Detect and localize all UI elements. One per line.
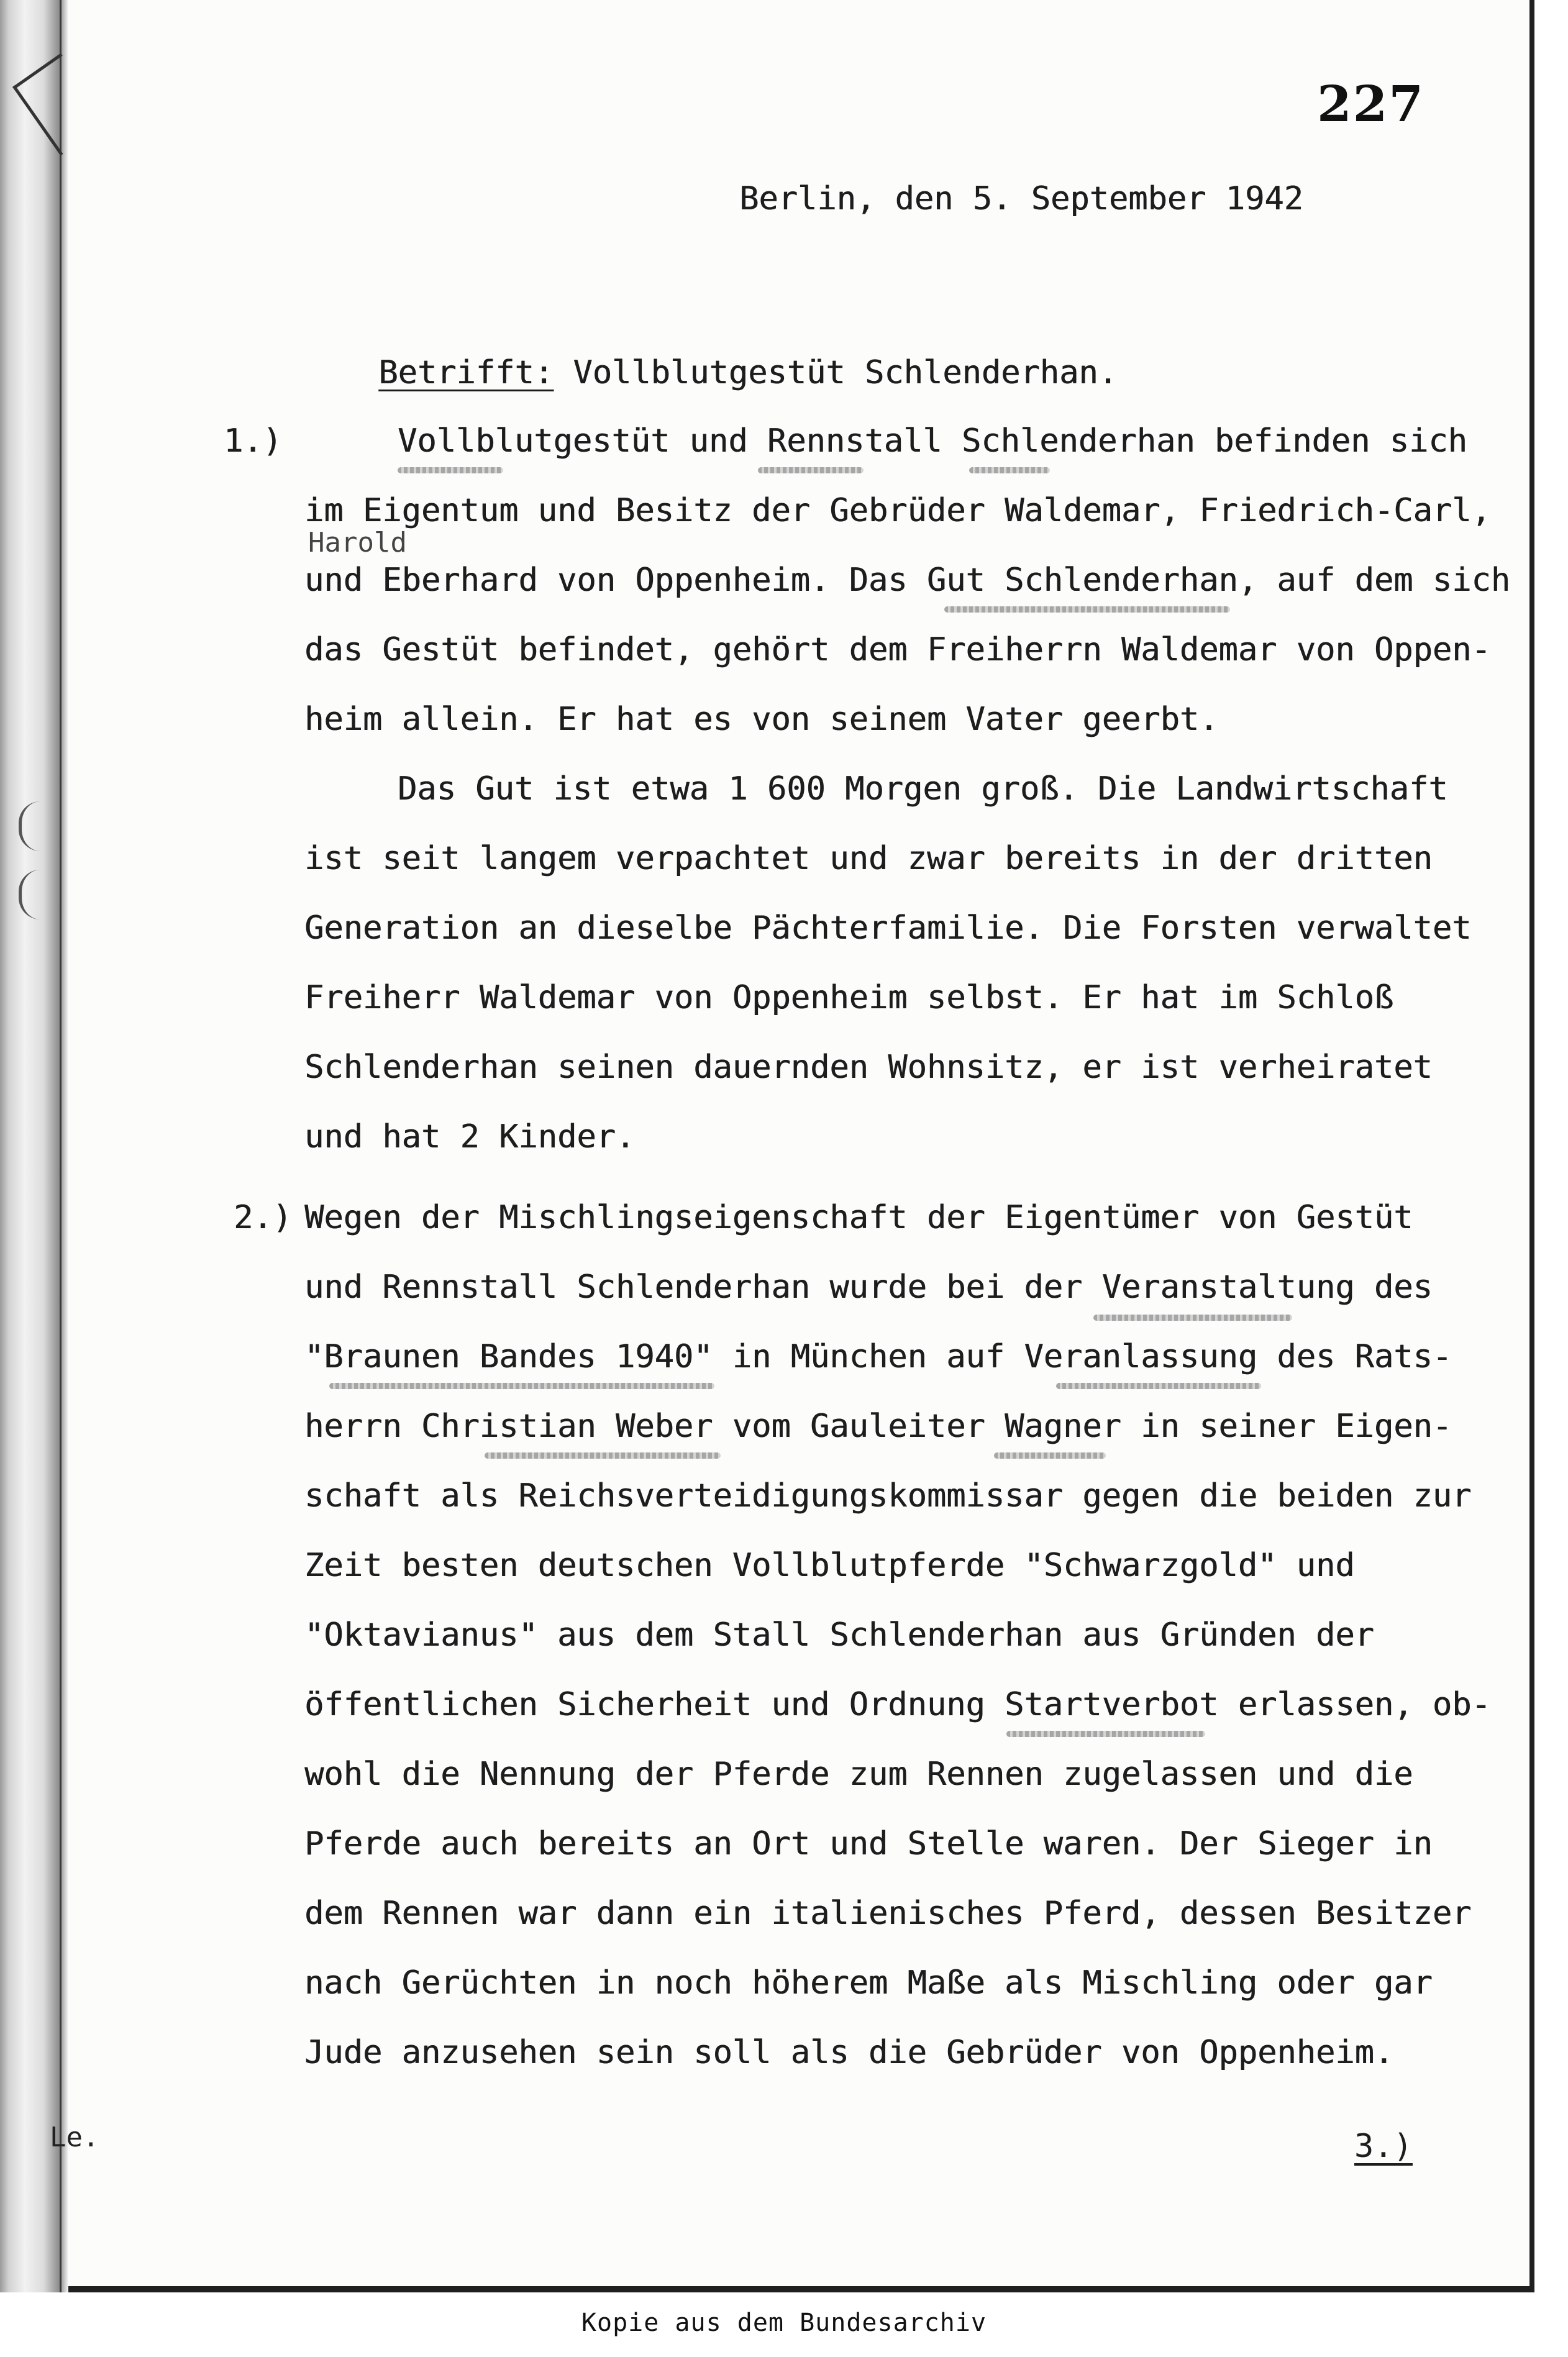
section-1-line: das Gestüt befindet, gehört dem Freiherrn Waldemar von Oppen-: [304, 631, 1491, 668]
section-2-line: öffentlichen Sicherheit und Ordnung Startverbot erlassen, ob-: [304, 1686, 1491, 1723]
section-1-line: ist seit langem verpachtet und zwar bereits in der dritten: [304, 840, 1433, 877]
section-2-line: "Braunen Bandes 1940" in München auf Veranlassung des Rats-: [304, 1338, 1452, 1375]
section-1-line: Schlenderhan seinen dauernden Wohnsitz, er ist verheiratet: [304, 1049, 1433, 1086]
binding-edge: [0, 0, 68, 2292]
pencil-underline: [485, 1452, 721, 1459]
section-2-line: Zeit besten deutschen Vollblutpferde "Schwarzgold" und: [304, 1547, 1355, 1584]
pencil-underline: [398, 467, 503, 473]
archive-footer: Kopie aus dem Bundesarchiv: [581, 2309, 987, 2337]
section-2-line: und Rennstall Schlenderhan wurde bei der Veranstaltung des: [304, 1269, 1433, 1306]
handwritten-insertion: Harold: [308, 527, 407, 558]
pencil-underline: [758, 467, 864, 473]
date-line: Berlin, den 5. September 1942: [739, 180, 1303, 217]
subject-label: Betrifft:: [378, 354, 554, 391]
pencil-underline: [994, 1452, 1106, 1459]
section-2-line: Pferde auch bereits an Ort und Stelle waren. Der Sieger in: [304, 1825, 1433, 1862]
section-2-line: Wegen der Mischlingseigenschaft der Eigentümer von Gestüt: [304, 1199, 1413, 1236]
section-1-line: heim allein. Er hat es von seinem Vater geerbt.: [304, 701, 1219, 738]
page-number: 227: [1317, 75, 1424, 133]
section-2-line: Jude anzusehen sein soll als die Gebrüder von Oppenheim.: [304, 2034, 1394, 2071]
section-2-line: schaft als Reichsverteidigungskommissar gegen die beiden zur: [304, 1477, 1472, 1515]
subject-line: [301, 317, 1118, 429]
margin-note: Le.: [50, 2122, 99, 2153]
section-2-line: herrn Christian Weber vom Gauleiter Wagner in seiner Eigen-: [304, 1408, 1452, 1445]
pencil-underline: [969, 467, 1050, 473]
section-1-line: Generation an dieselbe Pächterfamilie. Die Forsten verwaltet: [304, 910, 1472, 947]
section-2-number: 2.): [234, 1199, 292, 1236]
section-1-number: 1.): [224, 422, 282, 460]
section-2-line: nach Gerüchten in noch höherem Maße als Mischling oder gar: [304, 1964, 1433, 2002]
pencil-underline: [944, 606, 1230, 613]
next-page-reference: 3.): [1354, 2128, 1413, 2165]
section-1-line: Das Gut ist etwa 1 600 Morgen groß. Die Landwirtschaft: [398, 770, 1448, 808]
section-1-line: und Eberhard von Oppenheim. Das Gut Schlenderhan, auf dem sich: [304, 562, 1511, 599]
section-2-line: "Oktavianus" aus dem Stall Schlenderhan aus Gründen der: [304, 1616, 1374, 1654]
pencil-underline: [1056, 1383, 1261, 1389]
binding-fold-line: [60, 0, 62, 2292]
section-1-line: und hat 2 Kinder.: [304, 1118, 636, 1156]
section-1-line: Vollblutgestüt und Rennstall Schlenderhan befinden sich: [398, 422, 1467, 460]
section-1-line: im Eigentum und Besitz der Gebrüder Waldemar, Friedrich-Carl,: [304, 492, 1491, 529]
section-1-line: Freiherr Waldemar von Oppenheim selbst. Er hat im Schloß: [304, 979, 1394, 1016]
section-2-line: wohl die Nennung der Pferde zum Rennen zugelassen und die: [304, 1756, 1413, 1793]
pencil-underline: [329, 1383, 714, 1389]
pencil-underline: [1093, 1315, 1292, 1321]
subject-text: Vollblutgestüt Schlenderhan.: [573, 354, 1118, 391]
pencil-underline: [1006, 1731, 1205, 1737]
section-2-line: dem Rennen war dann ein italienisches Pferd, dessen Besitzer: [304, 1895, 1472, 1932]
